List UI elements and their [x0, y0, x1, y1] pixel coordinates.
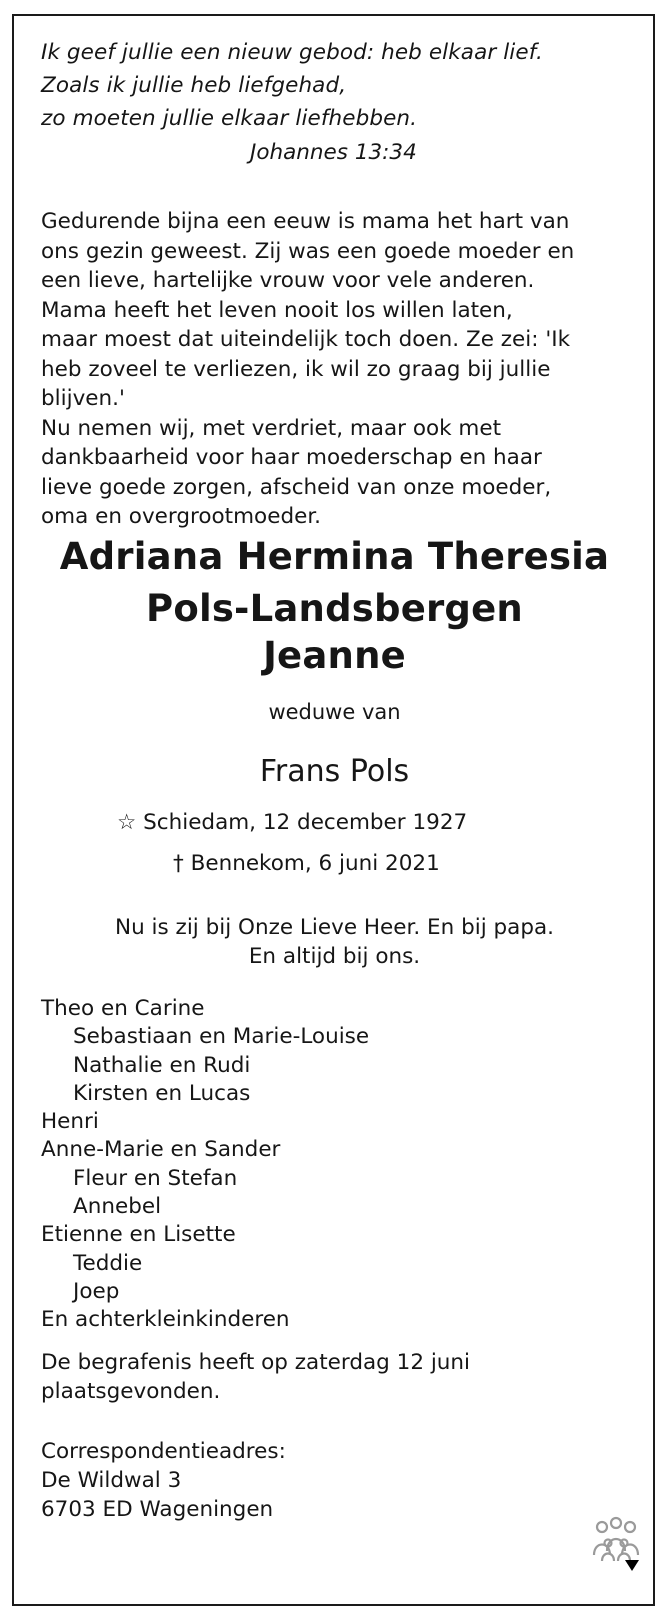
death-info [173, 851, 440, 876]
deceased-name-line1: Adriana Hermina Theresia [59, 535, 610, 578]
intro-line: dankbaarheid voor haar moederschap en haar [41, 445, 542, 470]
address-label: Correspondentieadres: [41, 1439, 286, 1464]
intro-line: een lieve, hartelijke vrouw voor vele anderen. [41, 268, 535, 293]
intro-line: oma en overgrootmoeder. [41, 504, 322, 529]
family-member: Henri [41, 1109, 99, 1135]
intro-line: maar moest dat uiteindelijk toch doen. Ze zei: 'Ik [41, 327, 571, 352]
birth-place-date: Schiedam, 12 december 1927 [143, 810, 468, 835]
quote-line: zo moeten jullie elkaar liefhebben. [41, 106, 418, 131]
intro-line: heb zoveel te verliezen, ik wil zo graag bij jullie [41, 356, 551, 382]
funeral-line: De begrafenis heeft op zaterdag 12 juni [41, 1350, 471, 1375]
triangle-down-icon[interactable] [625, 1560, 639, 1571]
closing-text [0, 913, 669, 971]
people-group-icon [590, 1515, 642, 1563]
intro-line: Gedurende bijna een eeuw is mama het hart van [41, 209, 570, 234]
husband-name: Frans Pols [259, 754, 410, 789]
quote-line: Zoals ik jullie heb liefgehad, [41, 73, 347, 98]
intro-line: Mama heeft het leven nooit los willen laten, [41, 297, 513, 323]
intro-line: Nu nemen wij, met verdriet, maar ook met [41, 415, 502, 441]
address-city: 6703 ED Wageningen [41, 1497, 274, 1522]
cross-icon: † [173, 851, 184, 876]
star-icon: ☆ [117, 810, 137, 835]
family-member: Anne-Marie en Sander [41, 1137, 281, 1163]
family-member: Theo en Carine [41, 996, 205, 1021]
quote-reference: Johannes 13:34 [250, 140, 417, 165]
address-street: De Wildwal 3 [41, 1468, 182, 1493]
closing-line: En altijd bij ons. [248, 944, 421, 969]
death-place-date: Bennekom, 6 juni 2021 [190, 851, 440, 876]
family-member: Etienne en Lisette [41, 1222, 236, 1248]
family-member: Teddie [73, 1250, 143, 1276]
birth-info [117, 810, 467, 835]
quote-line: Ik geef jullie een nieuw gebod: heb elkaar lief. [41, 40, 543, 65]
family-member: Sebastiaan en Marie-Louise [73, 1024, 370, 1050]
family-member: Joep [73, 1278, 120, 1304]
intro-line: lieve goede zorgen, afscheid van onze moeder, [41, 474, 552, 500]
intro-line: ons gezin geweest. Zij was een goede moeder en [41, 238, 575, 264]
family-member: En achterkleinkinderen [41, 1307, 290, 1333]
family-list [41, 995, 369, 1335]
bible-quote [41, 36, 543, 135]
family-member: Nathalie en Rudi [73, 1052, 251, 1078]
intro-text [41, 207, 574, 532]
funeral-notice [41, 1348, 470, 1406]
deceased-name-line3: Jeanne [263, 634, 406, 677]
funeral-line: plaatsgevonden. [41, 1379, 221, 1404]
family-member: Fleur en Stefan [73, 1165, 238, 1191]
correspondence-address [41, 1437, 286, 1524]
closing-line: Nu is zij bij Onze Lieve Heer. En bij papa. [114, 915, 555, 940]
family-member: Annebel [73, 1194, 162, 1220]
intro-line: blijven.' [41, 386, 125, 411]
widow-of-label: weduwe van [268, 700, 401, 724]
family-member: Kirsten en Lucas [73, 1080, 251, 1106]
deceased-name-line2: Pols-Landsbergen [146, 587, 523, 630]
